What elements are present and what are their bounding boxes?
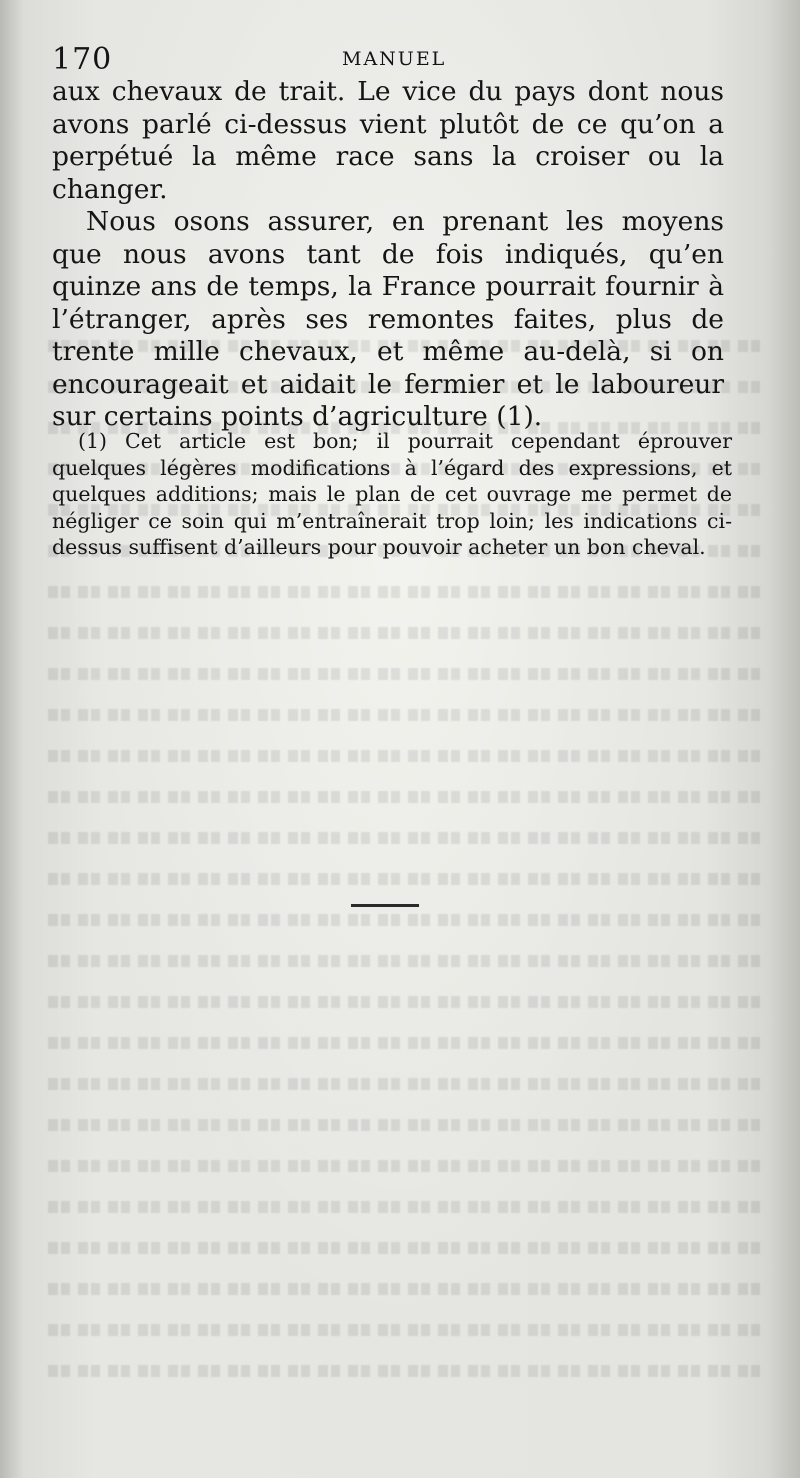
section-rule (351, 904, 419, 907)
footnote (52, 428, 732, 561)
running-head: MANUEL (342, 48, 447, 70)
paragraph: Nous osons assurer, en prenant les moyens que nous avons tant de fois indiqués, qu’en quinze ans de temps, la France pourrait fournir à l’étranger, après ses remontes faites, plus de trente mille chevaux, et même au-delà, si on encourageait et aidait le fermier et le laboureur sur certains points d’agriculture (1). (52, 206, 724, 432)
paragraph: aux chevaux de trait. Le vice du pays dont nous avons parlé ci-dessus vient plutôt de ce qu’on a perpétué la même race sans la croiser ou la changer. (52, 76, 724, 205)
page-number: 170 (52, 42, 113, 77)
footnote-text: (1) Cet article est bon; il pourrait cependant éprouver quelques légères modifications à l’égard des expressions, et quelques additions; mais le plan de cet ouvrage me permet de négliger ce soin qui m’entraînerait trop loin; les indications ci-dessus suffisent d’ailleurs pour pouvoir acheter un bon cheval. (52, 429, 732, 559)
main-text (52, 76, 724, 434)
